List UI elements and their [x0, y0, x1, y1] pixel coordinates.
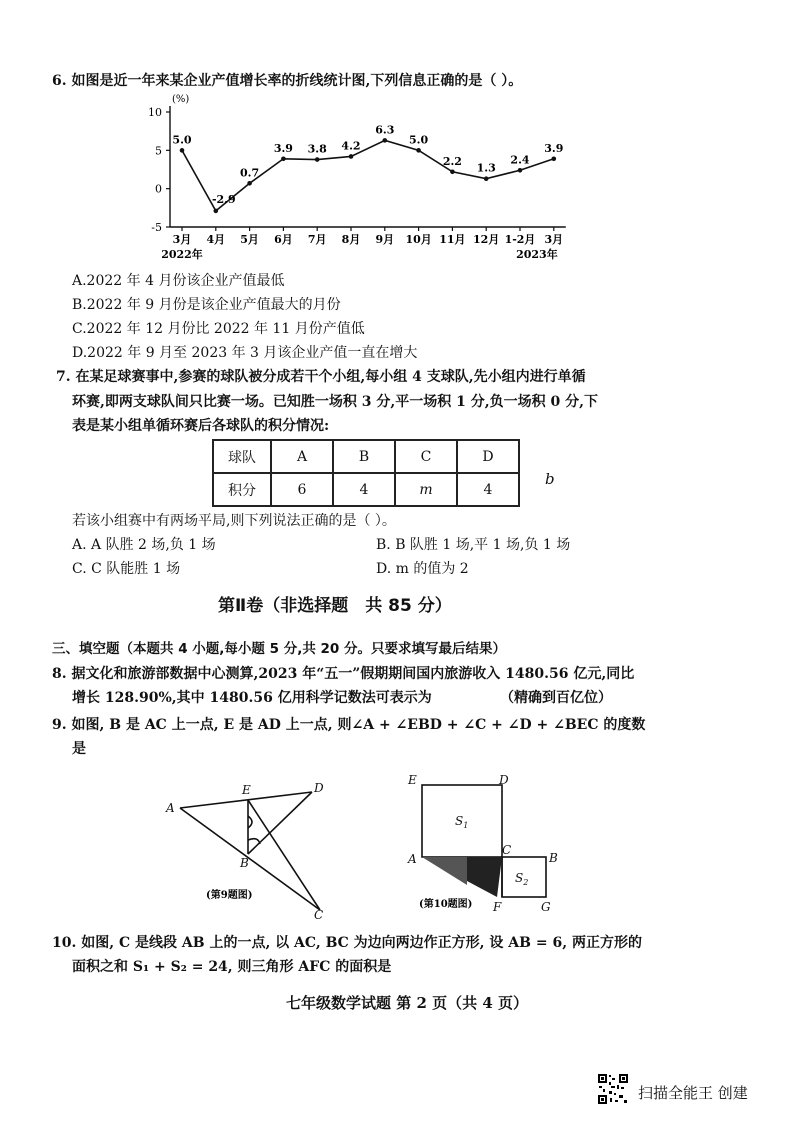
q6-stem: 6. 如图是近一年来某企业产值增长率的折线统计图,下列信息正确的是（ ）。	[52, 73, 523, 89]
y-tick-label: 0	[155, 182, 162, 196]
label-s2: $S_2$	[515, 871, 529, 887]
q7-stem-line1: 7. 在某足球赛事中,参赛的球队被分成若干个小组,每小组 4 支球队,先小组内进行单循	[56, 369, 586, 385]
table-cell: m	[395, 473, 457, 506]
x-tick-label: 5月	[240, 233, 259, 246]
q6-option-d: D.2022 年 9 月至 2023 年 3 月该企业产值一直在增大	[72, 345, 418, 361]
q8-line1: 8. 据文化和旅游部数据中心测算,2023 年“五一”假期期间国内旅游收入 1480.56 亿元,同比	[52, 666, 635, 682]
table-header: A	[271, 440, 333, 473]
q6-option-a: A.2022 年 4 月份该企业产值最低	[72, 273, 285, 289]
line-ec	[248, 800, 320, 910]
x-tick-label: 6月	[274, 233, 293, 246]
q6-option-b: B.2022 年 9 月份是该企业产值最大的月份	[72, 297, 341, 313]
data-point	[214, 209, 219, 214]
data-label: 1.3	[476, 161, 496, 175]
data-label: 2.4	[510, 153, 530, 167]
data-label: 3.9	[544, 141, 564, 155]
q9-line2: 是	[72, 741, 86, 757]
x-tick-label: 4月	[206, 233, 226, 246]
q10-line2: 面积之和 S₁ + S₂ = 24, 则三角形 AFC 的面积是	[72, 959, 392, 975]
q7-stem-line2: 环赛,即两支球队间只比赛一场。已知胜一场积 3 分,平一场积 1 分,负一场积 0 分,下	[72, 394, 598, 410]
year-label: 2023年	[516, 248, 558, 260]
label-d: D	[499, 773, 509, 787]
label-a: A	[408, 852, 417, 866]
label-g: G	[541, 900, 551, 914]
data-point	[484, 176, 489, 181]
data-label: 5.0	[172, 133, 192, 147]
data-label: -2.9	[211, 192, 236, 206]
y-tick-label: 10	[148, 106, 162, 119]
label-e: E	[408, 773, 417, 787]
label-b: B	[240, 856, 249, 870]
figure-9	[160, 770, 380, 920]
data-point	[349, 154, 354, 159]
figure-caption: (第10题图)	[419, 899, 473, 910]
table-cell: 积分	[213, 473, 271, 506]
label-a: A	[166, 801, 175, 815]
label-e: E	[242, 783, 251, 797]
q7-option-a: A. A 队胜 2 场,负 1 场	[72, 537, 216, 553]
figure-10	[405, 770, 565, 920]
x-tick-label: 3月	[544, 233, 564, 246]
data-point	[247, 181, 252, 186]
data-point	[552, 156, 557, 161]
q10-line1: 10. 如图, C 是线段 AB 上的一点, 以 AC, BC 为边向两边作正方形, 设 AB = 6, 两正方形的	[52, 935, 642, 951]
table-header: D	[457, 440, 519, 473]
data-label: 2.2	[442, 154, 462, 168]
margin-note: b	[545, 470, 555, 488]
q7-stem-line3: 表是某小组单循环赛后各球队的积分情况:	[72, 418, 330, 434]
q7-question: 若该小组赛中有两场平局,则下列说法正确的是（ ）。	[72, 513, 396, 529]
scanner-brand: 扫描全能王 创建	[638, 1084, 748, 1102]
x-tick-label: 12月	[473, 233, 500, 246]
data-label: 4.2	[341, 139, 361, 153]
q7-option-b: B. B 队胜 1 场,平 1 场,负 1 场	[376, 537, 571, 553]
table-header: 球队	[213, 440, 271, 473]
data-label: 5.0	[409, 133, 429, 147]
figure-caption: (第9题图)	[206, 890, 253, 901]
y-tick-label: -5	[151, 221, 162, 234]
q7-option-d: D. m 的值为 2	[376, 561, 469, 577]
data-label: 6.3	[375, 123, 395, 137]
table-header: B	[333, 440, 395, 473]
table-cell: 6	[271, 473, 333, 506]
score-table	[212, 439, 520, 507]
data-label: 3.9	[273, 141, 293, 155]
table-cell: 4	[333, 473, 395, 506]
data-point	[518, 168, 523, 173]
label-c: C	[314, 908, 324, 920]
table-row	[213, 473, 519, 506]
data-label: 0.7	[240, 166, 260, 180]
q6-option-c: C.2022 年 12 月份比 2022 年 11 月份产值低	[72, 321, 365, 337]
data-point	[281, 156, 286, 161]
label-b: B	[549, 851, 558, 865]
data-point	[180, 148, 185, 153]
page-footer: 七年级数学试题 第 2 页（共 4 页）	[286, 994, 528, 1012]
x-tick-label: 8月	[341, 233, 361, 246]
qr-code-icon	[597, 1073, 629, 1105]
label-s1: $S_1$	[455, 814, 469, 830]
data-point	[450, 170, 455, 175]
year-label: 2022年	[161, 248, 203, 260]
label-c: C	[502, 843, 512, 857]
triangle-shade	[422, 857, 467, 885]
x-tick-label: 7月	[307, 233, 327, 246]
x-tick-label: 11月	[439, 233, 466, 246]
q8-line2: 增长 128.90%,其中 1480.56 亿用科学记数法可表示为	[72, 690, 432, 706]
table-cell: 4	[457, 473, 519, 506]
data-label: 3.8	[307, 142, 327, 156]
q7-option-c: C. C 队能胜 1 场	[72, 561, 181, 577]
line-db	[248, 792, 312, 854]
label-d: D	[314, 781, 324, 795]
data-point	[383, 138, 388, 143]
square-s2	[502, 857, 546, 897]
table-header: C	[395, 440, 457, 473]
x-tick-label: 9月	[375, 233, 395, 246]
series-line	[182, 140, 554, 211]
q9-line1: 9. 如图, B 是 AC 上一点, E 是 AD 上一点, 则∠A + ∠EBD + ∠C + ∠D + ∠BEC 的度数	[52, 717, 646, 733]
label-f: F	[493, 900, 502, 914]
x-tick-label: 3月	[172, 233, 192, 246]
q8-hint: （精确到百亿位）	[500, 690, 612, 706]
y-axis-label: (%)	[172, 94, 190, 105]
section3-heading: 三、填空题（本题共 4 小题,每小题 5 分,共 20 分。只要求填写最后结果）	[52, 641, 507, 657]
data-point	[315, 157, 320, 162]
data-point	[416, 148, 421, 153]
table-row	[213, 440, 519, 473]
part2-title: 第Ⅱ卷（非选择题 共 85 分）	[218, 596, 452, 616]
y-tick-label: 5	[155, 144, 162, 158]
x-tick-label: 1-2月	[504, 233, 536, 246]
growth-line-chart	[140, 90, 740, 260]
x-tick-label: 10月	[405, 233, 432, 246]
